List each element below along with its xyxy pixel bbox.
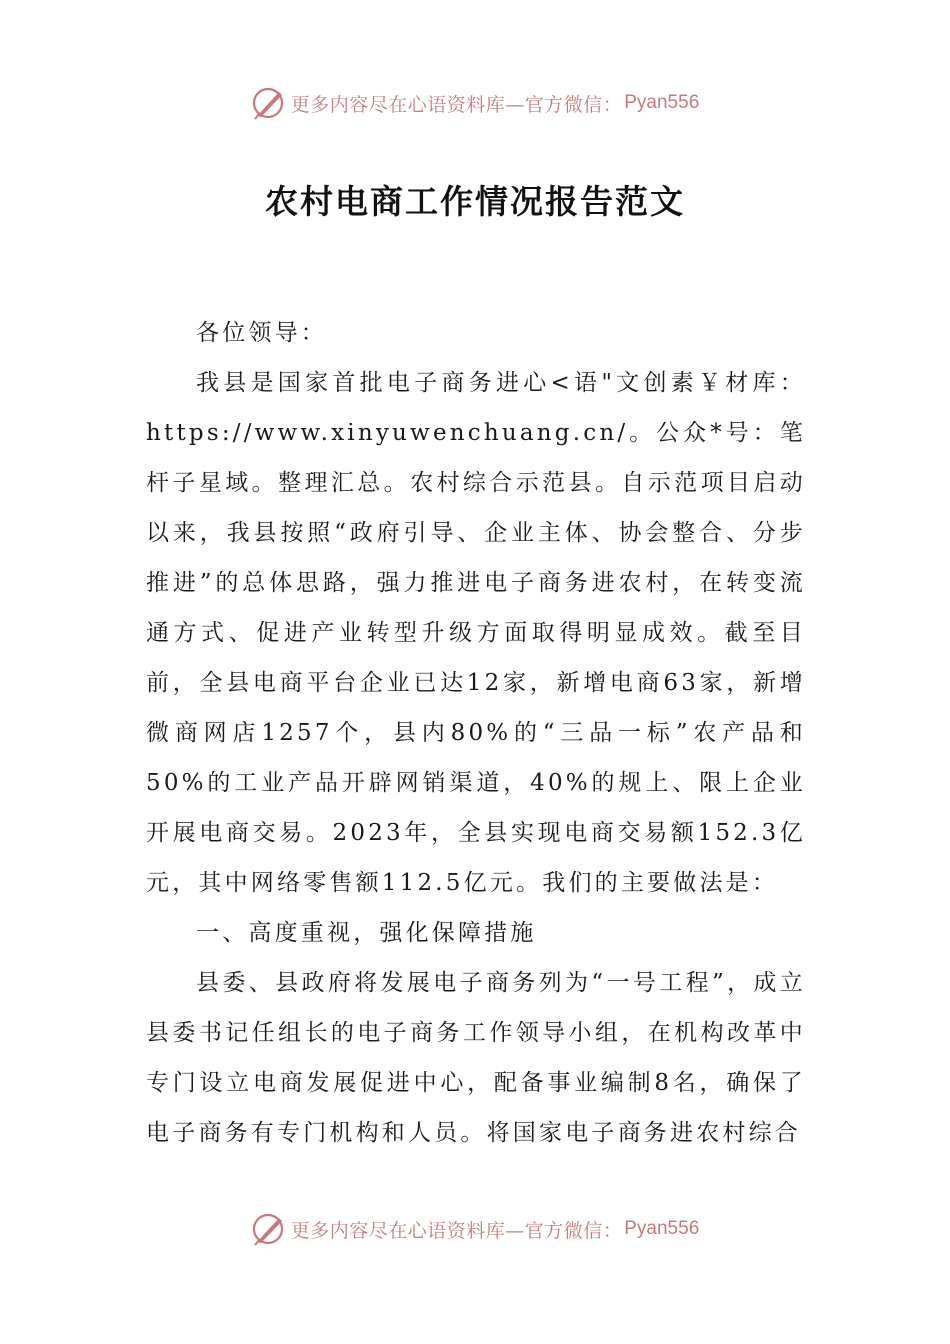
watermark-text: 更多内容尽在心语资料库—官方微信： — [290, 93, 623, 116]
header-watermark — [0, 86, 950, 120]
salutation: 各位领导： — [196, 320, 327, 346]
body-paragraph-measures: 县委、县政府将发展电子商务列为“一号工程”，成立县委书记任组长的电子商务工作领导小组，在机构改革中专门设立电商发展促进中心，配备事业编制8名，确保了电子商务有专门机构和人员。将国家电子商务进农村综合 — [146, 970, 806, 1146]
section-heading: 一、高度重视，强化保障措施 — [196, 920, 537, 946]
document-title: 农村电商工作情况报告范文 — [265, 182, 685, 221]
watermark-text: 更多内容尽在心语资料库—官方微信： — [290, 1219, 623, 1242]
body-paragraph-intro: 我县是国家首批电子商务进心<语"文创素￥材库：https://www.xinyuwenchuang.cn/。公众*号：笔杆子星域。整理汇总。农村综合示范县。自示范项目启动以来，我县按照“政府引导、企业主体、协会整合、分步推进”的总体思路，强力推进电子商务进农村，在转变流通方式、促进产业转型升级方面取得明显成效。截至目前，全县电商平台企业已达12家，新增电商63家，新增微商网店1257个，县内80%的“三品一标”农产品和50%的工业产品开辟网销渠道，40%的规上、限上企业开展电商交易。2023年，全县实现电商交易额152.3亿元，其中网络零售额112.5亿元。我们的主要做法是： — [146, 370, 806, 896]
footer-watermark — [0, 1212, 950, 1246]
quill-logo-icon — [251, 1212, 287, 1246]
watermark-wechat-id: Pyan556 — [624, 92, 700, 113]
watermark-wechat-id: Pyan556 — [624, 1218, 700, 1239]
quill-logo-icon — [251, 86, 287, 120]
document-body — [146, 308, 806, 1158]
